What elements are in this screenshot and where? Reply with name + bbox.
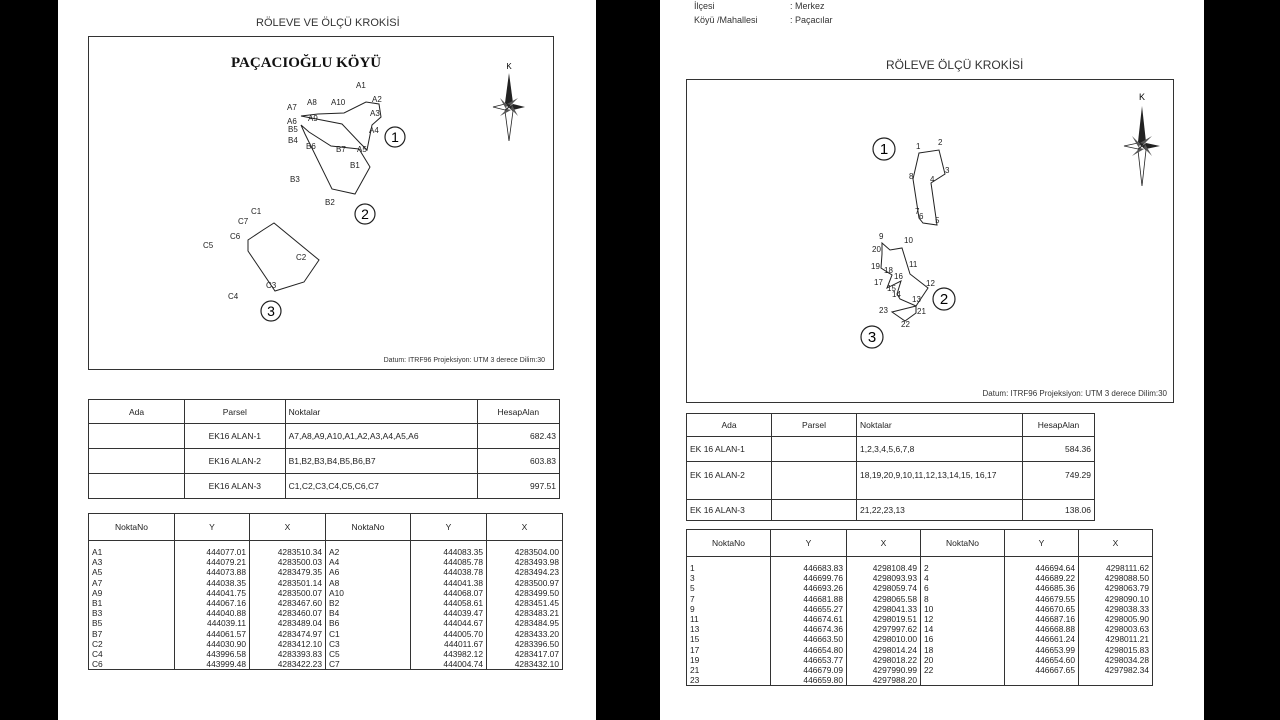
left-sheet xyxy=(58,0,596,720)
list-item: 4297982.34 xyxy=(1104,665,1149,676)
parcel-2-outline xyxy=(301,125,370,194)
list-item: C2 xyxy=(92,638,103,649)
village-name: PAÇACIOĞLU KÖYÜ xyxy=(231,55,382,71)
list-item: 4297997.62 xyxy=(872,624,917,635)
svg-text:1: 1 xyxy=(391,129,399,145)
list-item: 4298005.90 xyxy=(1104,614,1149,625)
list-item: 444079.21 xyxy=(206,557,246,568)
list-item: 4283433.20 xyxy=(514,628,559,639)
list-item: 446654.60 xyxy=(1035,654,1075,665)
right-sketch-svg xyxy=(687,80,1175,404)
north-arrow-icon xyxy=(493,62,525,141)
point-label: A5 xyxy=(357,145,367,154)
point-label: 17 xyxy=(874,278,883,287)
list-item: 444044.67 xyxy=(443,618,483,629)
list-item: 446679.09 xyxy=(803,665,843,676)
list-item: 444077.01 xyxy=(206,547,246,557)
list-item: 446655.27 xyxy=(803,603,843,614)
point-label: B6 xyxy=(306,142,316,151)
table-row: EK16 ALAN-3 C1,C2,C3,C4,C5,C6,C7 997.51 xyxy=(89,474,560,499)
list-item: B1 xyxy=(92,598,103,609)
list-item: 4298063.79 xyxy=(1104,583,1149,594)
point-label: C4 xyxy=(228,292,239,301)
parcel-3-outline xyxy=(892,306,916,321)
parcel-number-3 xyxy=(261,301,281,321)
table-row: EK 16 ALAN-3 21,22,23,13 138.06 xyxy=(687,500,1095,521)
left-col1-x xyxy=(250,541,326,670)
left-sketch-svg xyxy=(89,37,555,371)
list-item xyxy=(1082,675,1149,685)
list-item: 4283484.95 xyxy=(514,618,559,629)
point-label: B4 xyxy=(288,136,298,145)
right-col2-x xyxy=(1079,557,1153,686)
point-label: C5 xyxy=(203,241,214,250)
list-item: 446654.80 xyxy=(803,644,843,655)
list-item: 9 xyxy=(690,603,695,614)
point-label: 12 xyxy=(926,279,935,288)
list-item: 4283510.34 xyxy=(277,547,322,557)
point-label: 2 xyxy=(938,138,943,147)
point-label: 8 xyxy=(909,172,914,181)
right-col1-y xyxy=(771,557,847,686)
col-noktalar: Noktalar xyxy=(285,400,477,424)
col-parsel: Parsel xyxy=(185,400,286,424)
table-row: EK16 ALAN-1 A7,A8,A9,A10,A1,A2,A3,A4,A5,A6 682.43 xyxy=(89,424,560,449)
list-item: 6 xyxy=(924,583,929,594)
list-item: 446661.24 xyxy=(1035,634,1075,645)
table-row: EK 16 ALAN-1 1,2,3,4,5,6,7,8 584.36 xyxy=(687,437,1095,462)
right-coordinate-table: NoktaNo Y X NoktaNo Y X 1 3 5 7 9 11 13 15 17 19 21 23 446683.83 446699.76 446693.26 446681.88 446655.27 446674.61 446674.36 446663.50 446654.80 446653.77 446679.09 446659.80 4298108.49 4298093.93 4298059.74 4298065.58 4298041.33 4298019.51 4297997.62 4298010.00 4298014.24 4298018.22 4297990.99 4297988.20 2 4 6 8 10 12 14 16 18 20 22 446694.64 446689.22 446685.36 446679.55 446670.65 446687.16 446668.88 446661.24 446653.99 446654.60 446667.65 4298111.62 4298088.50 4298063.79 4298090.10 4298038.33 4298005.90 4298003.63 4298011.21 4298015.83 4298034.28 4297982.34 xyxy=(686,529,1153,686)
list-item: 4283501.14 xyxy=(277,577,322,588)
list-item: 4283483.21 xyxy=(514,608,559,619)
list-item: 18 xyxy=(924,644,934,655)
list-item: 446659.80 xyxy=(803,675,843,686)
list-item: A2 xyxy=(329,547,340,557)
list-item: 4283500.97 xyxy=(514,577,559,588)
point-label: 11 xyxy=(909,260,918,269)
list-item: 17 xyxy=(690,644,700,655)
point-label: 9 xyxy=(879,232,884,241)
list-item: 446693.26 xyxy=(803,583,843,594)
left-col1-no xyxy=(89,541,175,670)
list-item: 8 xyxy=(924,593,929,604)
list-item xyxy=(1008,675,1075,685)
list-item: 446687.16 xyxy=(1035,614,1075,625)
right-sheet-title: RÖLEVE ÖLÇÜ KROKİSİ xyxy=(886,58,1024,72)
point-label: A3 xyxy=(370,109,380,118)
list-item: 4297988.20 xyxy=(872,675,917,686)
list-item: 13 xyxy=(690,624,700,635)
parcel-3-outline xyxy=(248,223,319,291)
point-label: 23 xyxy=(879,306,888,315)
list-item: 4283432.10 xyxy=(514,659,559,670)
list-item: C5 xyxy=(329,649,340,660)
list-item: 446668.88 xyxy=(1035,624,1075,635)
list-item: 446674.61 xyxy=(803,614,843,625)
list-item: C1 xyxy=(329,628,340,639)
svg-text:2: 2 xyxy=(361,206,369,222)
parcel-number-2 xyxy=(355,204,375,224)
list-item: 4298019.51 xyxy=(872,614,917,625)
north-label: K xyxy=(1138,92,1146,102)
list-item: 4283493.98 xyxy=(514,557,559,568)
list-item: 4298108.49 xyxy=(872,563,917,573)
list-item: 4 xyxy=(924,573,929,584)
ilce-label: İlçesi xyxy=(694,1,715,11)
list-item: C3 xyxy=(329,638,340,649)
list-item: 444005.70 xyxy=(443,628,483,639)
north-arrow-icon xyxy=(1124,92,1160,186)
point-label: 10 xyxy=(904,236,913,245)
point-label: 6 xyxy=(919,212,924,221)
list-item: C6 xyxy=(92,659,103,670)
right-point-labels xyxy=(871,138,950,329)
list-item: 7 xyxy=(690,593,695,604)
point-label: B3 xyxy=(290,175,300,184)
parcel-number-1 xyxy=(385,127,405,147)
point-label: C1 xyxy=(251,207,262,216)
point-label: 1 xyxy=(916,142,921,151)
list-item: 15 xyxy=(690,634,700,645)
right-sheet xyxy=(660,0,1204,720)
list-item: 4298090.10 xyxy=(1104,593,1149,604)
list-item: 2 xyxy=(924,563,929,573)
parcel-number-3 xyxy=(861,326,883,348)
list-item: B5 xyxy=(92,618,103,629)
list-item: 4283500.03 xyxy=(277,557,322,568)
list-item: 4283393.83 xyxy=(277,649,322,660)
list-item: 444030.90 xyxy=(206,638,246,649)
list-item: 446683.83 xyxy=(803,563,843,573)
left-col2-y xyxy=(411,541,487,670)
list-item: 1 xyxy=(690,563,695,573)
list-item: 5 xyxy=(690,583,695,594)
point-label: B5 xyxy=(288,125,298,134)
table-row: EK16 ALAN-2 B1,B2,B3,B4,B5,B6,B7 603.83 xyxy=(89,449,560,474)
point-label: 15 xyxy=(887,284,896,293)
left-parcel-table xyxy=(88,399,560,499)
list-item: 23 xyxy=(690,675,700,686)
list-item: 446685.36 xyxy=(1035,583,1075,594)
list-item: 22 xyxy=(924,665,934,676)
list-item: 444058.61 xyxy=(443,598,483,609)
svg-text:3: 3 xyxy=(267,303,275,319)
list-item: A7 xyxy=(92,577,103,588)
list-item: 4298065.58 xyxy=(872,593,917,604)
list-item: 4283417.07 xyxy=(514,649,559,660)
table-row xyxy=(89,541,563,670)
svg-text:3: 3 xyxy=(867,329,877,346)
list-item: 446670.65 xyxy=(1035,603,1075,614)
right-datum: Datum: ITRF96 Projeksiyon: UTM 3 derece Dilim:30 xyxy=(982,389,1167,398)
table-row xyxy=(687,557,1153,686)
right-col2-y xyxy=(1005,557,1079,686)
list-item: 4298041.33 xyxy=(872,603,917,614)
list-item: 4298003.63 xyxy=(1104,624,1149,635)
point-label: A4 xyxy=(369,126,379,135)
point-label: 5 xyxy=(935,216,940,225)
right-col1-no xyxy=(687,557,771,686)
left-sheet-title: RÖLEVE VE ÖLÇÜ KROKİSİ xyxy=(256,17,400,29)
list-item: 444038.35 xyxy=(206,577,246,588)
list-item: 4298034.28 xyxy=(1104,654,1149,665)
list-item: 444039.47 xyxy=(443,608,483,619)
list-item: 4283489.04 xyxy=(277,618,322,629)
list-item: 20 xyxy=(924,654,934,665)
list-item: A3 xyxy=(92,557,103,568)
list-item: B7 xyxy=(92,628,103,639)
list-item: 444040.88 xyxy=(206,608,246,619)
list-item: 19 xyxy=(690,654,700,665)
list-item: 12 xyxy=(924,614,934,625)
list-item: 446699.76 xyxy=(803,573,843,584)
list-item: A1 xyxy=(92,547,103,557)
list-item: 16 xyxy=(924,634,934,645)
point-label: A9 xyxy=(308,114,318,123)
list-item: 4283451.45 xyxy=(514,598,559,609)
list-item: 4283412.10 xyxy=(277,638,322,649)
list-item: 446681.88 xyxy=(803,593,843,604)
point-label: A6 xyxy=(287,117,297,126)
point-label: A1 xyxy=(356,81,366,90)
list-item: B3 xyxy=(92,608,103,619)
point-label: 21 xyxy=(917,307,926,316)
point-label: 7 xyxy=(915,207,920,216)
point-label: C3 xyxy=(266,281,277,290)
list-item: 4298015.83 xyxy=(1104,644,1149,655)
point-label: B1 xyxy=(350,161,360,170)
list-item: 444038.78 xyxy=(443,567,483,578)
list-item: 4283422.23 xyxy=(277,659,322,670)
left-datum: Datum: ITRF96 Projeksiyon: UTM 3 derece Dilim:30 xyxy=(383,357,545,364)
list-item: 443999.48 xyxy=(206,659,246,670)
koy-label: Köyü /Mahallesi xyxy=(694,15,758,25)
left-point-labels xyxy=(203,81,382,301)
list-item: 4283396.50 xyxy=(514,638,559,649)
list-item: 444073.88 xyxy=(206,567,246,578)
right-col1-x xyxy=(847,557,921,686)
list-item: 444067.16 xyxy=(206,598,246,609)
list-item: 444011.67 xyxy=(444,638,483,649)
list-item: 4283500.07 xyxy=(277,587,322,598)
list-item: 4298111.62 xyxy=(1105,563,1149,573)
list-item: 3 xyxy=(690,573,695,584)
point-label: 16 xyxy=(894,272,903,281)
point-label: A8 xyxy=(307,98,317,107)
list-item: 444083.35 xyxy=(443,547,483,557)
list-item: 443996.58 xyxy=(206,649,246,660)
point-label: A2 xyxy=(372,95,382,104)
list-item: C4 xyxy=(92,649,103,660)
list-item: 446653.99 xyxy=(1035,644,1075,655)
list-item: 4283474.97 xyxy=(277,628,322,639)
col-ada: Ada xyxy=(89,400,185,424)
list-item: 4298018.22 xyxy=(872,654,917,665)
list-item: B4 xyxy=(329,608,340,619)
list-item: 4298014.24 xyxy=(872,644,917,655)
point-label: 3 xyxy=(945,166,950,175)
list-item: 444085.78 xyxy=(443,557,483,568)
point-label: C2 xyxy=(296,253,307,262)
point-label: 18 xyxy=(884,266,893,275)
point-label: 14 xyxy=(892,290,901,299)
list-item: 446694.64 xyxy=(1035,563,1075,573)
svg-text:1: 1 xyxy=(879,141,889,158)
list-item: 14 xyxy=(924,624,934,635)
list-item: 4298010.00 xyxy=(872,634,917,645)
list-item: B2 xyxy=(329,598,340,609)
list-item: 446663.50 xyxy=(803,634,843,645)
list-item: 11 xyxy=(690,614,699,625)
list-item: 4283467.60 xyxy=(277,598,322,609)
list-item: B6 xyxy=(329,618,340,629)
list-item: A10 xyxy=(329,587,344,598)
list-item: A6 xyxy=(329,567,340,578)
list-item: 443982.12 xyxy=(443,649,483,660)
col-hesapalan: HesapAlan xyxy=(477,400,559,424)
point-label: A7 xyxy=(287,103,297,112)
ilce-value: : Merkez xyxy=(790,1,825,11)
list-item: 444004.74 xyxy=(443,659,483,670)
list-item: A8 xyxy=(329,577,340,588)
list-item: 446667.65 xyxy=(1035,665,1075,676)
list-item: 10 xyxy=(924,603,934,614)
left-col2-no xyxy=(326,541,411,670)
list-item: 444039.11 xyxy=(207,618,246,629)
list-item: 446679.55 xyxy=(1035,593,1075,604)
list-item: 4283460.07 xyxy=(277,608,322,619)
list-item: 4298088.50 xyxy=(1104,573,1149,584)
list-item: 4298038.33 xyxy=(1104,603,1149,614)
list-item: 4298011.21 xyxy=(1105,634,1149,645)
list-item: 4298093.93 xyxy=(872,573,917,584)
list-item: 444061.57 xyxy=(206,628,246,639)
list-item: 4283499.50 xyxy=(514,587,559,598)
list-item: 446689.22 xyxy=(1035,573,1075,584)
left-col2-x xyxy=(487,541,563,670)
point-label: A10 xyxy=(331,98,346,107)
point-label: 19 xyxy=(871,262,880,271)
point-label: C6 xyxy=(230,232,241,241)
point-label: B7 xyxy=(336,145,346,154)
left-sketch-frame xyxy=(88,36,554,370)
list-item: 446674.36 xyxy=(803,624,843,635)
right-col2-no xyxy=(921,557,1005,686)
parcel-number-1 xyxy=(873,138,895,160)
koy-value: : Paçacılar xyxy=(790,15,833,25)
right-parcel-table: Ada Parsel Noktalar HesapAlan EK 16 ALAN-1 1,2,3,4,5,6,7,8 584.36 EK 16 ALAN-2 18,19,20,9,10,11,12,13,14,15, 16,17 749.29 EK 16 ALAN-3 21,22,23,13 138.06 xyxy=(686,413,1095,521)
list-item: 444041.75 xyxy=(206,587,246,598)
point-label: 13 xyxy=(912,295,921,304)
list-item xyxy=(924,675,1001,685)
parcel-number-2 xyxy=(933,288,955,310)
list-item: 4283504.00 xyxy=(514,547,559,557)
list-item: 4283494.23 xyxy=(514,567,559,578)
right-sketch-frame xyxy=(686,79,1174,403)
north-label: K xyxy=(506,62,512,71)
list-item: 444041.38 xyxy=(443,577,483,588)
list-item: A9 xyxy=(92,587,103,598)
svg-text:2: 2 xyxy=(939,291,949,308)
left-col1-y xyxy=(175,541,250,670)
left-coordinate-table: NoktaNo Y X NoktaNo Y X A1 A3 A5 A7 A9 B1 B3 B5 B7 C2 C4 C6 444077.01 444079.21 444073.88 444038.35 444041.75 444067.16 444040.88 444039.11 444061.57 444030.90 443996.58 443999.48 4283510.34 4283500.03 4283479.35 4283501.14 4283500.07 4283467.60 4283460.07 4283489.04 4283474.97 4283412.10 4283393.83 4283422.23 A2 A4 A6 A8 A10 B2 B4 B6 C1 C3 C5 C7 444083.35 444085.78 444038.78 444041.38 444068.07 444058.61 444039.47 444044.67 444005.70 444011.67 443982.12 444004.74 4283504.00 4283493.98 4283494.23 4283500.97 4283499.50 4283451.45 4283483.21 4283484.95 4283433.20 4283396.50 4283417.07 4283432.10 xyxy=(88,513,563,670)
list-item: 4297990.99 xyxy=(872,665,917,676)
point-label: 20 xyxy=(872,245,881,254)
list-item: 446653.77 xyxy=(803,654,843,665)
table-row: EK 16 ALAN-2 18,19,20,9,10,11,12,13,14,15, 16,17 749.29 xyxy=(687,462,1095,500)
list-item: 444068.07 xyxy=(443,587,483,598)
point-label: 22 xyxy=(901,320,910,329)
point-label: B2 xyxy=(325,198,335,207)
list-item: 21 xyxy=(690,665,700,676)
point-label: C7 xyxy=(238,217,249,226)
list-item: 4283479.35 xyxy=(277,567,322,578)
list-item: 4298059.74 xyxy=(872,583,917,594)
list-item: A5 xyxy=(92,567,103,578)
point-label: 4 xyxy=(930,175,935,184)
list-item: A4 xyxy=(329,557,340,568)
list-item: C7 xyxy=(329,659,340,670)
